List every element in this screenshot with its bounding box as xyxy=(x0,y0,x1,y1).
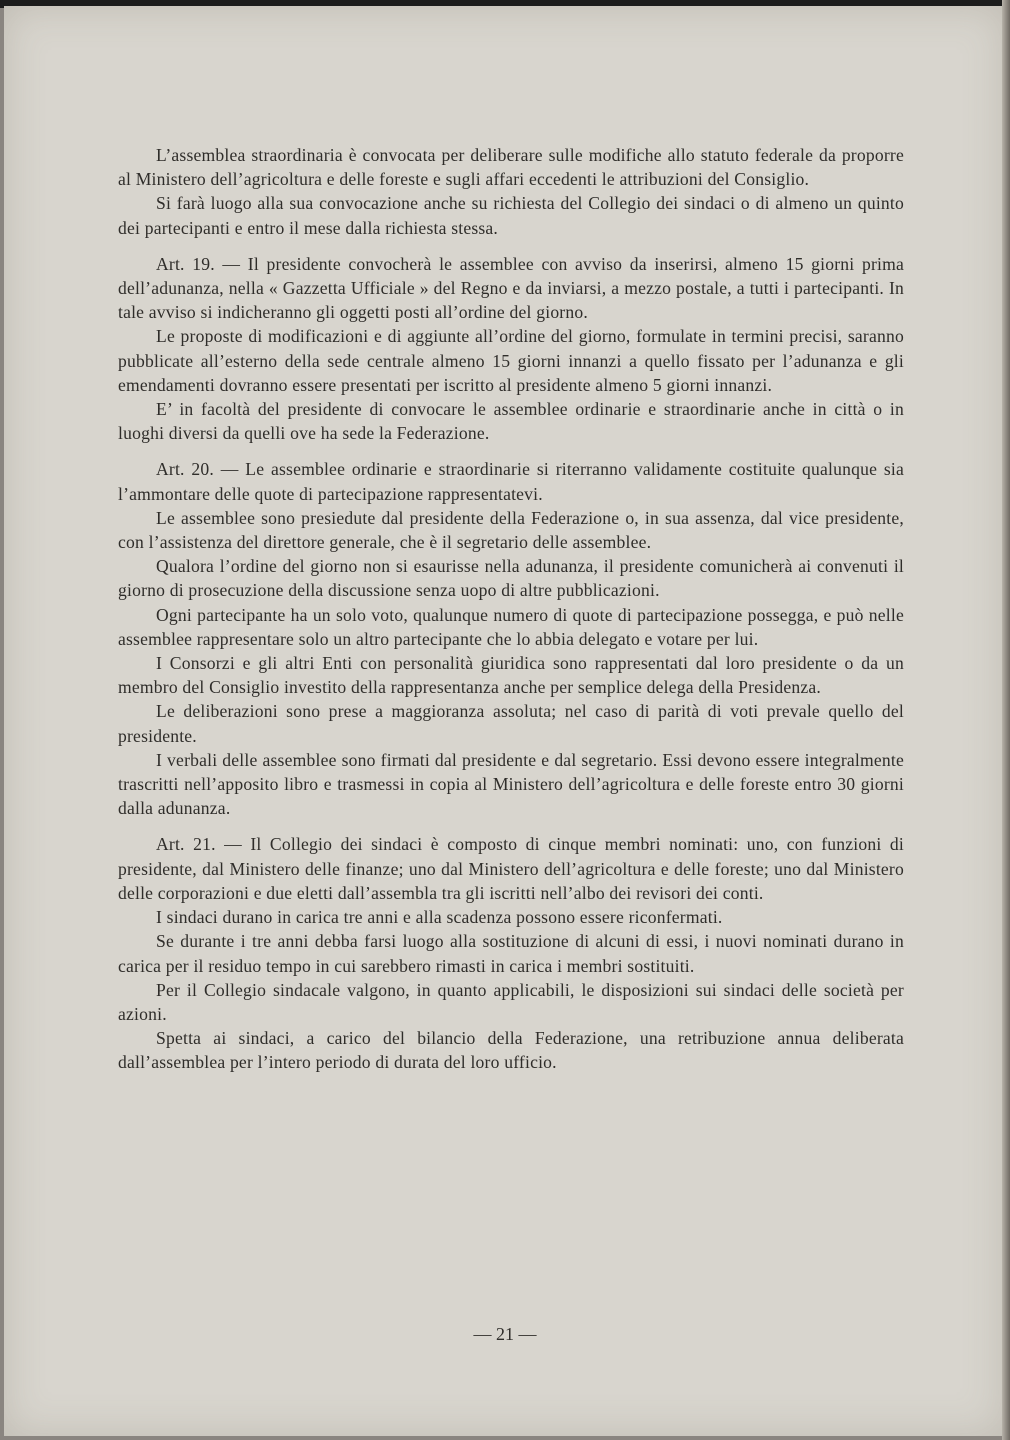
paragraph: I verbali delle assemblee sono firmati dal presidente e dal segretario. Essi devono essere integralmente trascritti nell’apposito libro e trasmessi in copia al Ministero dell’agricoltura e delle foreste entro 30 giorni dalla adunanza. xyxy=(118,749,904,819)
paragraph: Spetta ai sindaci, a carico del bilancio della Federazione, una retribuzione annua deliberata dall’assemblea per l’intero periodo di durata del loro ufficio. xyxy=(118,1028,904,1073)
article-paragraph: Art. 19. — Il presidente convocherà le assemblee con avviso da inserirsi, almeno 15 giorni prima dell’adunanza, nella « Gazzetta Ufficiale » del Regno e da inviarsi, a mezzo postale, a tutti i partecipanti. In tale avviso si indicheranno gli oggetti posti all’ordine del giorno. xyxy=(118,253,904,323)
paragraph: Si farà luogo alla sua convocazione anche su richiesta del Collegio dei sindaci o di almeno un quinto dei partecipanti e entro il mese dalla richiesta stessa. xyxy=(118,193,904,238)
paragraph: Qualora l’ordine del giorno non si esaurisse nella adunanza, il presidente comunicherà ai convenuti il giorno di prosecuzione della discussione senza uopo di altre pubblicazioni. xyxy=(118,556,904,601)
article-paragraph: Art. 21. — Il Collegio dei sindaci è composto di cinque membri nominati: uno, con funzioni di presidente, dal Ministero delle finanze; uno dal Ministero dell’agricoltura e delle foreste; uno dal Ministero delle corporazioni e due eletti dall’assembla tra gli iscritti nell’albo dei revisori dei conti. xyxy=(118,834,904,903)
paragraph: I Consorzi e gli altri Enti con personalità giuridica sono rappresentati dal loro presidente o da un membro del Consiglio investito della rappresentanza anche per semplice delega della Presidenza. xyxy=(118,653,904,698)
paragraph: L’assemblea straordinaria è convocata per deliberare sulle modifiche allo statuto federale da proporre al Ministero dell’agricoltura e delle foreste e sugli affari eccedenti le attribuzioni del Consiglio. xyxy=(118,145,904,190)
paragraph: Ogni partecipante ha un solo voto, qualunque numero di quote di partecipazione possegga, e può nelle assemblee rappresentare solo un altro partecipante che lo abbia delegato e votare per lui. xyxy=(118,604,904,649)
body-text xyxy=(118,143,904,1075)
scan-right-edge xyxy=(1002,0,1010,1440)
paragraph: Per il Collegio sindacale valgono, in quanto applicabili, le disposizioni sui sindaci delle società per azioni. xyxy=(118,979,904,1024)
paragraph: Le deliberazioni sono prese a maggioranza assoluta; nel caso di parità di voti prevale quello del presidente. xyxy=(118,701,904,746)
paragraph: I sindaci durano in carica tre anni e alla scadenza possono essere riconfermati. xyxy=(156,907,723,928)
page-number: — 21 — xyxy=(473,1324,537,1344)
article-paragraph: Art. 20. — Le assemblee ordinarie e straordinarie si riterranno validamente costituite qualunque sia l’ammontare delle quote di partecipazione rappresentatevi. xyxy=(118,459,904,504)
paragraph: Le proposte di modificazioni e di aggiunte all’ordine del giorno, formulate in termini precisi, saranno pubblicate all’esterno della sede centrale almeno 15 giorni innanzi a quello fissato per l’adunanza e gli emendamenti dovranno essere presentati per iscritto al presidente almeno 5 giorni innanzi. xyxy=(118,326,904,395)
paragraph: E’ in facoltà del presidente di convocare le assemblee ordinarie e straordinarie anche in città o in luoghi diversi da quelli ove ha sede la Federazione. xyxy=(118,399,904,444)
paragraph: Se durante i tre anni debba farsi luogo alla sostituzione di alcuni di essi, i nuovi nominati durano in carica per il residuo tempo in cui sarebbero rimasti in carica i membri sostituiti. xyxy=(118,931,904,976)
paragraph: Le assemblee sono presiedute dal presidente della Federazione o, in sua assenza, dal vice presidente, con l’assistenza del direttore generale, che è il segretario delle assemblee. xyxy=(118,507,904,553)
